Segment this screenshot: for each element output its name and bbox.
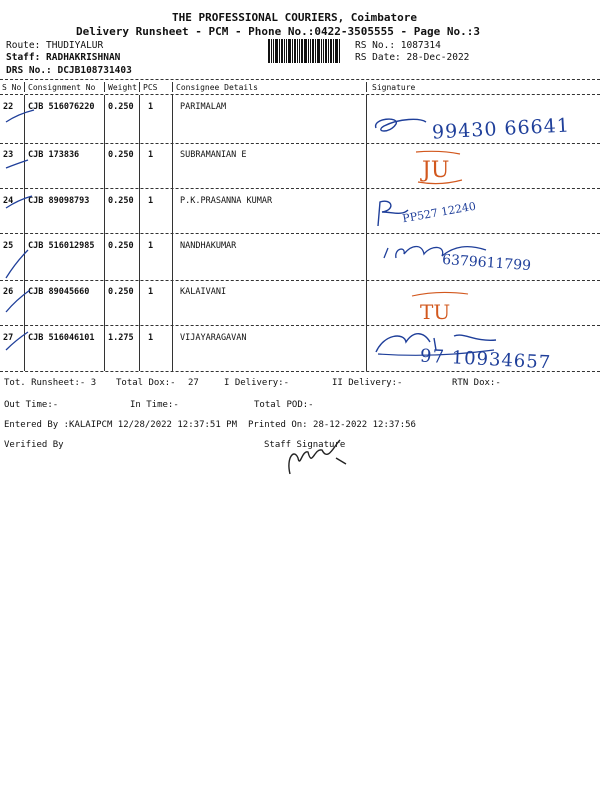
row-consignment: CJB 516076220 — [28, 102, 95, 112]
col-header-signature: Signature — [372, 83, 416, 92]
route-label: Route: THUDIYALUR — [6, 40, 104, 51]
signature-scribble — [370, 110, 430, 140]
col-divider — [104, 95, 105, 371]
row-separator — [0, 280, 600, 281]
row-consignment: CJB 516012985 — [28, 241, 95, 251]
row-sno: 26 — [3, 287, 14, 297]
total-dox-value: 27 — [188, 378, 199, 388]
signature-scribble — [408, 288, 478, 304]
row-weight: 0.250 — [108, 150, 134, 160]
row-consignment: CJB 89098793 — [28, 196, 90, 206]
table-header-rule — [0, 94, 600, 95]
row-sno: 24 — [3, 196, 14, 206]
col-divider — [139, 95, 140, 371]
table-top-rule — [0, 79, 600, 80]
total-pod: Total POD:- — [254, 400, 314, 410]
row-separator — [0, 233, 600, 234]
rtn-dox: RTN Dox:- — [452, 378, 501, 388]
staff-signature-label: Staff Signature — [264, 440, 346, 450]
row-pcs: 1 — [148, 102, 154, 112]
row-sno: 27 — [3, 333, 14, 343]
handwritten-phone: 99430 66641 — [431, 114, 571, 144]
runsheet-subtitle: Delivery Runsheet - PCM - Phone No.:0422-3505555 - Page No.:3 — [76, 25, 480, 38]
in-time: In Time:- — [130, 400, 179, 410]
row-consignee: NANDHAKUMAR — [180, 241, 237, 251]
tick-marks — [4, 100, 44, 390]
col-divider — [366, 95, 367, 371]
row-pcs: 1 — [148, 333, 154, 343]
company-title: THE PROFESSIONAL COURIERS, Coimbatore — [172, 11, 418, 24]
row-weight: 0.250 — [108, 102, 134, 112]
handwritten-code: PP527 12240 — [401, 199, 477, 226]
staff-signature-scribble — [284, 438, 354, 478]
row-consignment: CJB 516046101 — [28, 333, 95, 343]
staff-label: Staff: RADHAKRISHNAN — [6, 52, 121, 63]
row-weight: 1.275 — [108, 333, 134, 343]
tot-runsheet: Tot. Runsheet:- 3 — [4, 378, 97, 388]
row-sno: 22 — [3, 102, 14, 112]
header-col-divider — [139, 82, 140, 92]
header-col-divider — [24, 82, 25, 92]
verified-by: Verified By — [4, 440, 64, 450]
handwritten-phone: 6379611799 — [441, 251, 532, 275]
header-col-divider — [172, 82, 173, 92]
row-consignee: VIJAYARAGAVAN — [180, 333, 247, 343]
row-weight: 0.250 — [108, 287, 134, 297]
total-dox-label: Total Dox:- — [116, 378, 176, 388]
barcode — [268, 39, 348, 63]
row-consignment: CJB 173836 — [28, 150, 80, 160]
handwritten-phone: 97 10934657 — [419, 345, 552, 374]
handwritten-initials: TU — [420, 300, 451, 324]
col-divider — [172, 95, 173, 371]
col-header-pcs: PCS — [143, 83, 158, 92]
row-sno: 25 — [3, 241, 14, 251]
printed-on: Printed On: 28-12-2022 12:37:56 — [248, 420, 416, 430]
col-header-weight: Weight — [108, 83, 137, 92]
row-separator — [0, 188, 600, 189]
i-delivery: I Delivery:- — [224, 378, 290, 388]
header-col-divider — [366, 82, 367, 92]
out-time: Out Time:- — [4, 400, 59, 410]
drs-number: DRS No.: DCJB108731403 — [6, 65, 132, 76]
row-consignee: SUBRAMANIAN E — [180, 150, 247, 160]
rs-number: RS No.: 1087314 — [355, 40, 441, 51]
col-header-sno: S No — [2, 83, 22, 92]
col-header-consignee: Consignee Details — [176, 83, 258, 92]
ii-delivery: II Delivery:- — [332, 378, 403, 388]
row-consignee: PARIMALAM — [180, 102, 227, 112]
row-pcs: 1 — [148, 196, 154, 206]
header-col-divider — [104, 82, 105, 92]
col-header-consignment: Consignment No — [28, 83, 96, 92]
row-separator — [0, 325, 600, 326]
row-weight: 0.250 — [108, 196, 134, 206]
row-separator — [0, 143, 600, 144]
row-pcs: 1 — [148, 150, 154, 160]
row-consignee: P.K.PRASANNA KUMAR — [180, 196, 273, 206]
row-pcs: 1 — [148, 241, 154, 251]
row-weight: 0.250 — [108, 241, 134, 251]
handwritten-initials: JU — [422, 158, 450, 183]
row-pcs: 1 — [148, 287, 154, 297]
rs-date: RS Date: 28-Dec-2022 — [355, 52, 470, 63]
row-consignee: KALAIVANI — [180, 287, 227, 297]
row-sno: 23 — [3, 150, 14, 160]
entered-by: Entered By :KALAIPCM 12/28/2022 12:37:51 PM — [4, 420, 237, 430]
signature-scribble — [410, 148, 470, 188]
row-consignment: CJB 89045660 — [28, 287, 90, 297]
